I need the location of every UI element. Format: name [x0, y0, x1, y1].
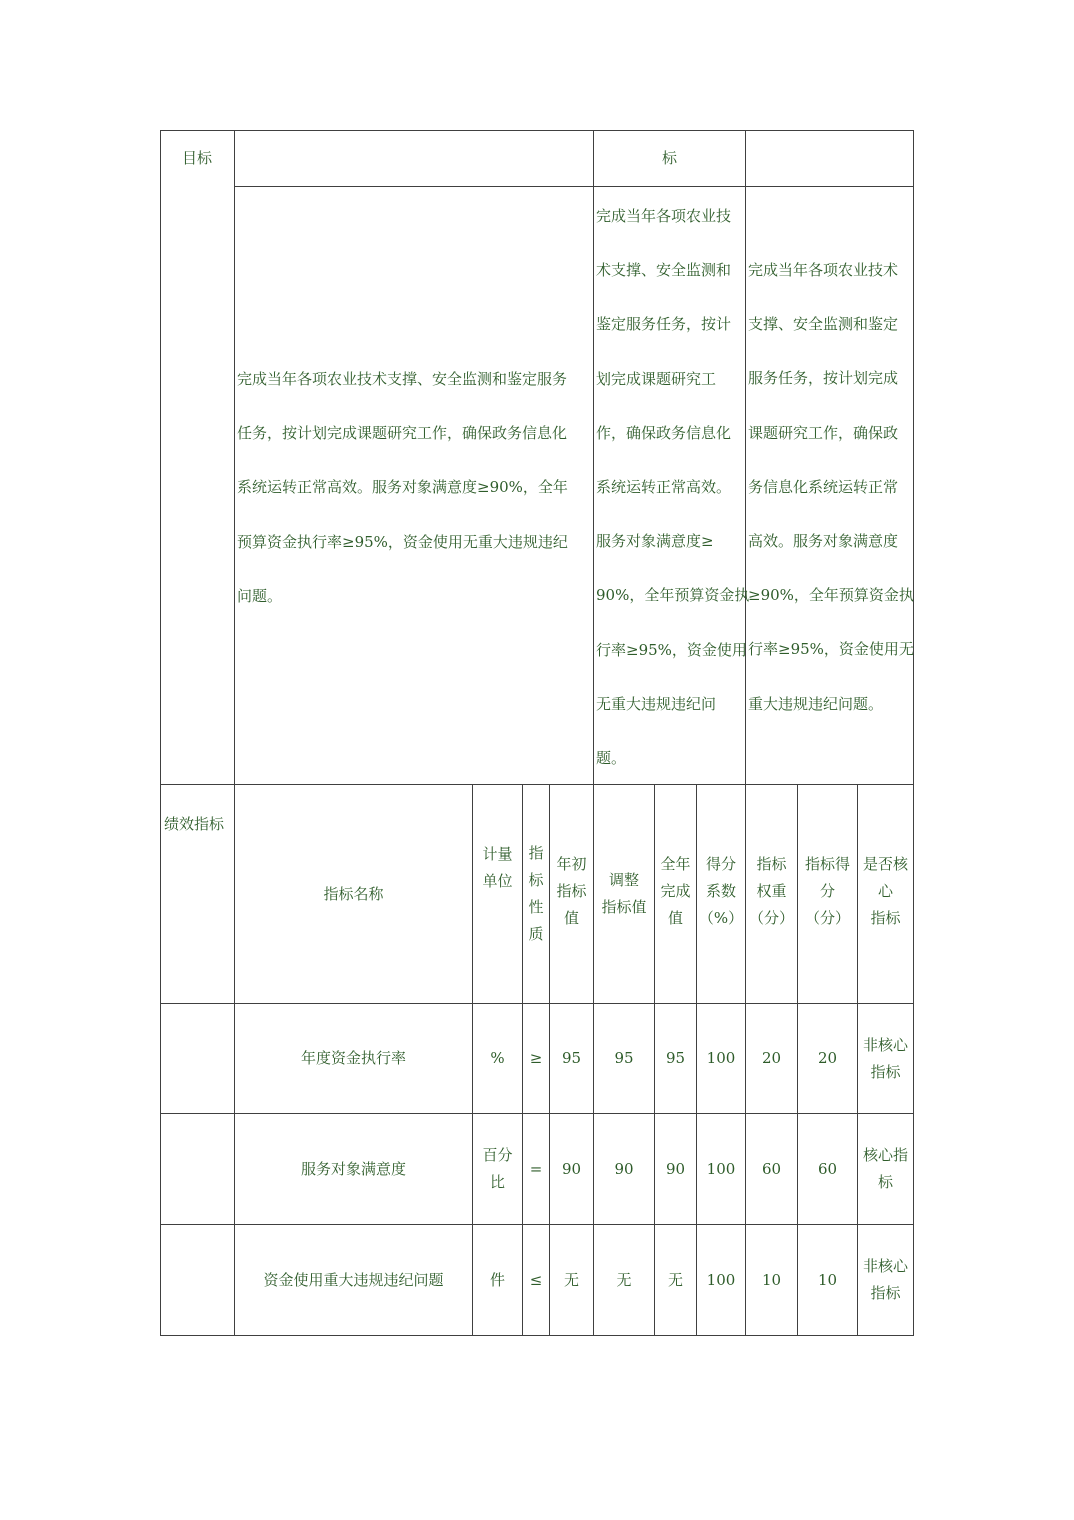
row-unit: 件 — [489, 1270, 505, 1289]
target-text-col3: 完成当年各项农业技术 支撑、安全监测和鉴定 服务任务，按计划完成 课题研究工作，确保政 务信息化系统运转正常 高效。服务对象满意度 ≥90%，全年预算资金执 行率≥95%，资金使用无 重大违规违纪问题。 — [748, 261, 914, 713]
row-core: 非核心 指标 — [862, 1257, 908, 1302]
row-coef: 100 — [706, 1159, 736, 1178]
row-adjusted: 无 — [616, 1270, 632, 1289]
header-initial: 年初 指标 值 — [556, 854, 587, 927]
row-initial: 95 — [561, 1049, 582, 1067]
row-weight: 60 — [761, 1159, 782, 1178]
row-unit: 百分 比 — [482, 1146, 513, 1191]
row-nature: = — [529, 1159, 543, 1178]
table-border-left — [160, 130, 161, 1336]
row-name: 资金使用重大违规违纪问题 — [263, 1270, 444, 1289]
row-nature: ≤ — [529, 1270, 543, 1289]
row-score: 60 — [817, 1159, 838, 1178]
header-coef: 得分 系数 （%） — [698, 854, 744, 927]
table-rule — [234, 186, 914, 187]
header-unit: 计量 单位 — [482, 845, 513, 890]
row-unit: % — [490, 1049, 505, 1067]
row-name: 年度资金执行率 — [300, 1049, 406, 1067]
header-core: 是否核 心 指标 — [862, 854, 908, 927]
table-border-bottom — [160, 1335, 914, 1336]
row-adjusted: 90 — [614, 1159, 634, 1178]
header-adjusted: 调整 指标值 — [601, 871, 647, 916]
row-initial: 90 — [561, 1159, 582, 1178]
row-core: 非核心 指标 — [862, 1035, 908, 1081]
row-weight: 20 — [761, 1049, 782, 1067]
row-weight: 10 — [761, 1270, 782, 1289]
header-score: 指标得 分 （分） — [804, 854, 850, 927]
row-actual: 90 — [665, 1159, 686, 1178]
row-core: 核心指 标 — [862, 1146, 908, 1191]
target-text-col2: 完成当年各项农业技 术支撑、安全监测和 鉴定服务任务，按计 划完成课题研究工 作，确保政务信息化 系统运转正常高效。 服务对象满意度≥ 90%，全年预算资金执 行率≥95%，资金使用 无重大违规违纪问 题。 — [596, 207, 750, 768]
row-initial: 无 — [563, 1270, 579, 1289]
row-actual: 无 — [667, 1270, 683, 1289]
row-coef: 100 — [706, 1049, 736, 1067]
row-adjusted: 95 — [614, 1049, 634, 1067]
header-nature: 指 标 性 质 — [528, 844, 544, 943]
row-score: 20 — [817, 1049, 838, 1067]
target-text-col1: 完成当年各项农业技术支撑、安全监测和鉴定服务 任务，按计划完成课题研究工作，确保政务信息化 系统运转正常高效。服务对象满意度≥90%，全年 预算资金执行率≥95%，资金使用无重大违规违纪 问题。 — [237, 370, 568, 605]
row-score: 10 — [817, 1270, 838, 1289]
row-nature: ≥ — [529, 1049, 543, 1067]
performance-label: 绩效指标 — [164, 815, 225, 833]
target-label: 目标 — [182, 149, 213, 167]
header-name: 指标名称 — [323, 884, 384, 903]
row-coef: 100 — [706, 1270, 736, 1289]
table-border-top — [160, 130, 914, 131]
header-actual: 全年 完成 值 — [660, 854, 691, 927]
target-header-mark: 标 — [661, 149, 677, 167]
row-actual: 95 — [665, 1049, 686, 1067]
row-name: 服务对象满意度 — [300, 1159, 406, 1178]
header-weight: 指标 权重 （分） — [748, 854, 794, 927]
